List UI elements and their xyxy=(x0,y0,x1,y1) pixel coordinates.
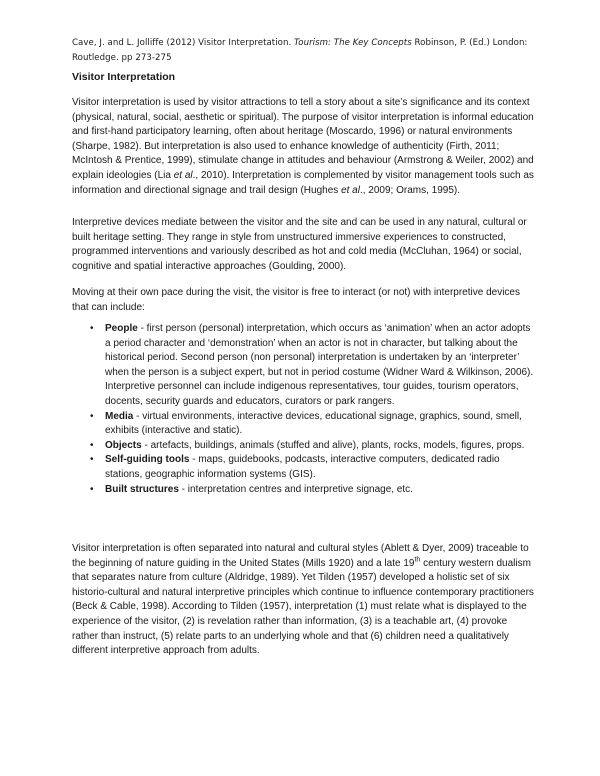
list-item-term: People xyxy=(105,323,138,334)
citation-book-title: Tourism: The Key Concepts xyxy=(294,38,412,48)
bullet-icon: • xyxy=(90,483,94,495)
list-item-text: - first person (personal) interpretation, which occurs as ‘animation’ when an actor adopts a period character and ‘demonstration’ when an actor is not in character, but talking about the historical period. Second person (non personal) interpretation is undertaken by an ‘interpreter’ when the person is a subject expert, but not in period costume (Widner Ward & Wilkinson, 2006). Interpretive personnel can include indigenous representatives, tour guides, tourism operators, docents, security guards and educators, curators or park rangers. xyxy=(105,323,534,407)
bullet-icon: • xyxy=(90,439,94,451)
superscript-th: th xyxy=(414,556,421,564)
citation-text: Cave, J. and L. Jolliffe (2012) Visitor Interpretation. xyxy=(72,38,295,48)
list-item xyxy=(72,410,534,439)
paragraph-text: ., 2009; Orams, 1995). xyxy=(359,184,461,196)
section-title: Visitor Interpretation xyxy=(72,71,176,83)
et-al-italic: et al xyxy=(341,184,360,196)
list-item xyxy=(72,453,534,482)
list-item-text: - interpretation centres and interpretive signage, etc. xyxy=(178,483,413,495)
list-item xyxy=(72,483,534,498)
citation-publisher: Robinson, P. (Ed.) London: Routledge. pp 273-275 xyxy=(72,38,528,63)
list-item-text: - maps, guidebooks, podcasts, interactive computers, dedicated radio stations, geographic information systems (GIS). xyxy=(105,454,500,480)
citation-header xyxy=(72,36,542,66)
list-item xyxy=(72,439,534,454)
paragraph-text: Visitor interpretation is used by visitor attractions to tell a story about a site’s significance and its context (physical, natural, social, aesthetic or spiritual). The purpose of visitor interpretation is informal education and first-hand participatory learning, often about heritage (Moscardo, 1996) or natural environments (Sharpe, 1982). But interpretation is also used to enhance knowledge of authenticity (Firth, 2011; McIntosh & Prentice, 1999), stimulate change in attitudes and behaviour (Armstrong & Weiler, 2002) and explain ideologies (Lia xyxy=(72,97,534,181)
bullet-icon: • xyxy=(90,323,94,334)
paragraph-purpose xyxy=(72,96,534,198)
bullet-icon: • xyxy=(90,410,94,422)
list-item-term: Self-guiding tools xyxy=(105,454,190,466)
paragraph-text: Visitor interpretation is often separated into natural and cultural styles (Ablett & Dyer, 2009) traceable to the beginning of nature guiding in the United States (Mills 1920) and a late 19 xyxy=(72,543,529,569)
list-item-term: Built structures xyxy=(105,483,179,495)
list-item-text: - artefacts, buildings, animals (stuffed and alive), plants, rocks, models, figures, props. xyxy=(141,439,525,451)
paragraph-text: century western dualism that separates nature from culture (Aldridge, 1989). Yet Tilden (1957) developed a holistic set of six historio-cultural and natural interpretive principles which continue to influence contemporary practitioners (Beck & Cable, 1998). According to Tilden (1957), interpretation (1) must relate what is displayed to the experience of the visitor, (2) is revelation rather than information, (3) is a teachable art, (4) provoke rather than instruct, (5) relate parts to an underlying whole and that (6) children need a qualitatively different interpretive approach from adults. xyxy=(72,557,534,657)
list-item xyxy=(72,322,534,410)
list-item-term: Objects xyxy=(105,439,142,451)
list-item-text: - virtual environments, interactive devices, educational signage, graphics, sound, smell, exhibits (interactive and static). xyxy=(105,410,522,437)
interpretive-devices-list xyxy=(72,322,534,497)
et-al-italic: et al xyxy=(173,169,193,181)
paragraph-list-intro: Moving at their own pace during the visit, the visitor is free to interact (or not) with interpretive devices that can include: xyxy=(72,287,520,313)
paragraph-tilden-principles xyxy=(72,542,534,659)
paragraph-text: ., 2010). Interpretation is complemented by visitor management tools such as information and directional signage and trail design (Hughes xyxy=(72,169,534,196)
paragraph-devices: Interpretive devices mediate between the visitor and the site and can be used in any natural, cultural or built heritage setting. They range in style from unstructured immersive experiences to constructed, programmed interventions and variously described as hot and cold media (McCluhan, 1964) or social, cognitive and spatial interactive approaches (Goulding, 2000). xyxy=(72,217,527,272)
bullet-icon: • xyxy=(90,454,94,466)
list-item-term: Media xyxy=(105,410,134,422)
